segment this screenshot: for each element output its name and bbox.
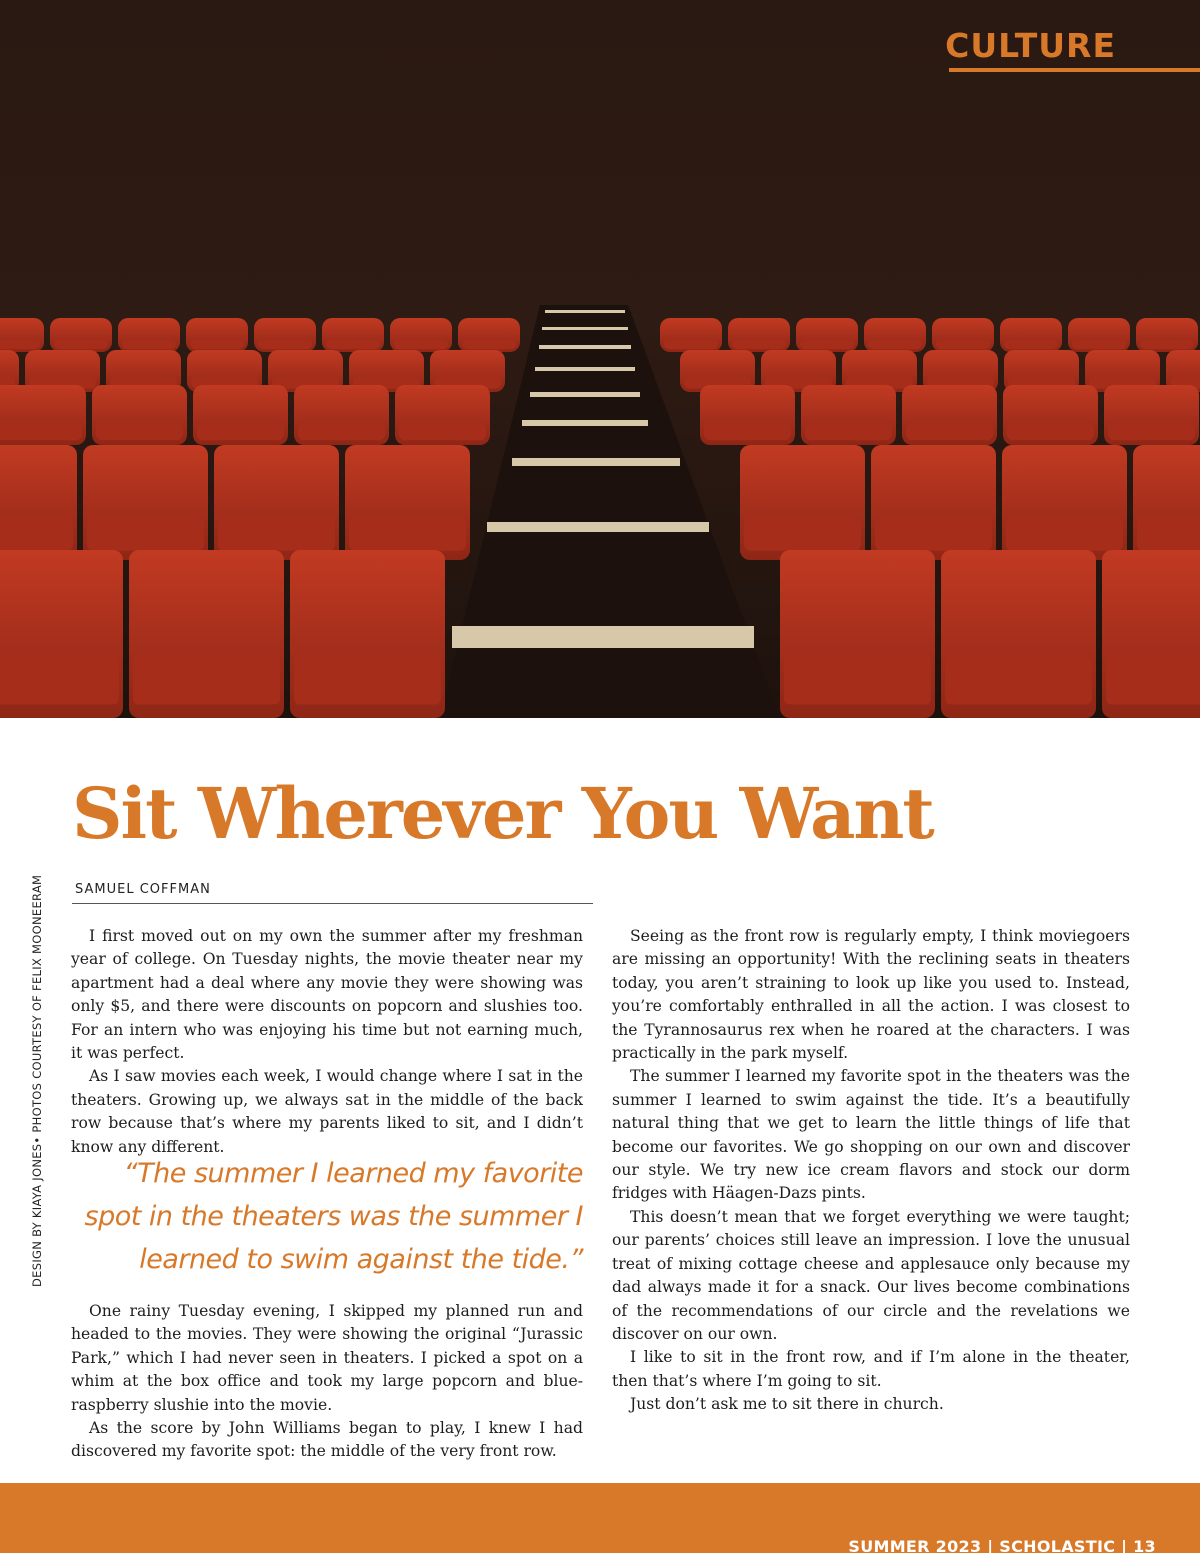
paragraph: I first moved out on my own the summer after my freshman year of college. On Tuesday nights, the movie theater near my apartment had a deal where any movie they were showing was only $5, and there were discounts on popcorn and slushies too. For an intern who was enjoying his time but not earning much, it was perfect. bbox=[71, 927, 583, 1063]
pull-quote: “The summer I learned my favorite spot in the theaters was the summer I learned to swim against the tide.” bbox=[84, 1158, 583, 1275]
left-column-top bbox=[71, 925, 583, 1159]
paragraph: I like to sit in the front row, and if I’m alone in the theater, then that’s where I’m going to sit. bbox=[612, 1348, 1130, 1390]
hero-photo bbox=[0, 0, 1200, 718]
left-column-bottom bbox=[71, 1300, 583, 1464]
paragraph: This doesn’t mean that we forget everything we were taught; our parents’ choices still leave an impression. I love the unusual treat of mixing cottage cheese and applesauce only because my dad always made it for a snack. Our lives become combinations of the recommendations of our circle and the revelations we discover on our own. bbox=[612, 1207, 1130, 1343]
byline-divider bbox=[72, 903, 593, 904]
author-byline: SAMUEL COFFMAN bbox=[75, 882, 211, 897]
section-label: CULTURE bbox=[945, 26, 1116, 65]
article-title: Sit Wherever You Want bbox=[72, 772, 933, 855]
paragraph: The summer I learned my favorite spot in the theaters was the summer I learned to swim against the tide. It’s a beautifully natural thing that we get to learn the little things of life that become our favorites. We go shopping on our own and discover our style. We try new ice cream flavors and stock our dorm fridges with Häagen-Dazs pints. bbox=[612, 1067, 1130, 1203]
paragraph: Just don’t ask me to sit there in church. bbox=[630, 1395, 944, 1414]
section-rule bbox=[949, 68, 1200, 72]
footer-folio: SUMMER 2023 | SCHOLASTIC | 13 bbox=[848, 1537, 1156, 1556]
paragraph: One rainy Tuesday evening, I skipped my planned run and headed to the movies. They were showing the original “Jurassic Park,” which I had never seen in theaters. I picked a spot on a whim at the box office and took my large popcorn and blue-raspberry slushie into the movie. bbox=[71, 1302, 583, 1414]
photo-credit: DESIGN BY KIAYA JONES• PHOTOS COURTESY OF FELIX MOONEERAM bbox=[30, 874, 44, 1287]
paragraph: As I saw movies each week, I would change where I sat in the theaters. Growing up, we always sat in the middle of the back row because that’s where my parents liked to sit, and I didn’t know any different. bbox=[71, 1067, 583, 1156]
paragraph: Seeing as the front row is regularly empty, I think moviegoers are missing an opportunity! With the reclining seats in theaters today, you aren’t straining to look up like you used to. Instead, you’re comfortably enthralled in all the action. I was closest to the Tyrannosaurus rex when he roared at the characters. I was practically in the park myself. bbox=[612, 927, 1130, 1063]
paragraph: As the score by John Williams began to play, I knew I had discovered my favorite spot: the middle of the very front row. bbox=[71, 1419, 583, 1461]
right-column bbox=[612, 925, 1130, 1417]
theater-seats-image bbox=[0, 0, 1200, 718]
